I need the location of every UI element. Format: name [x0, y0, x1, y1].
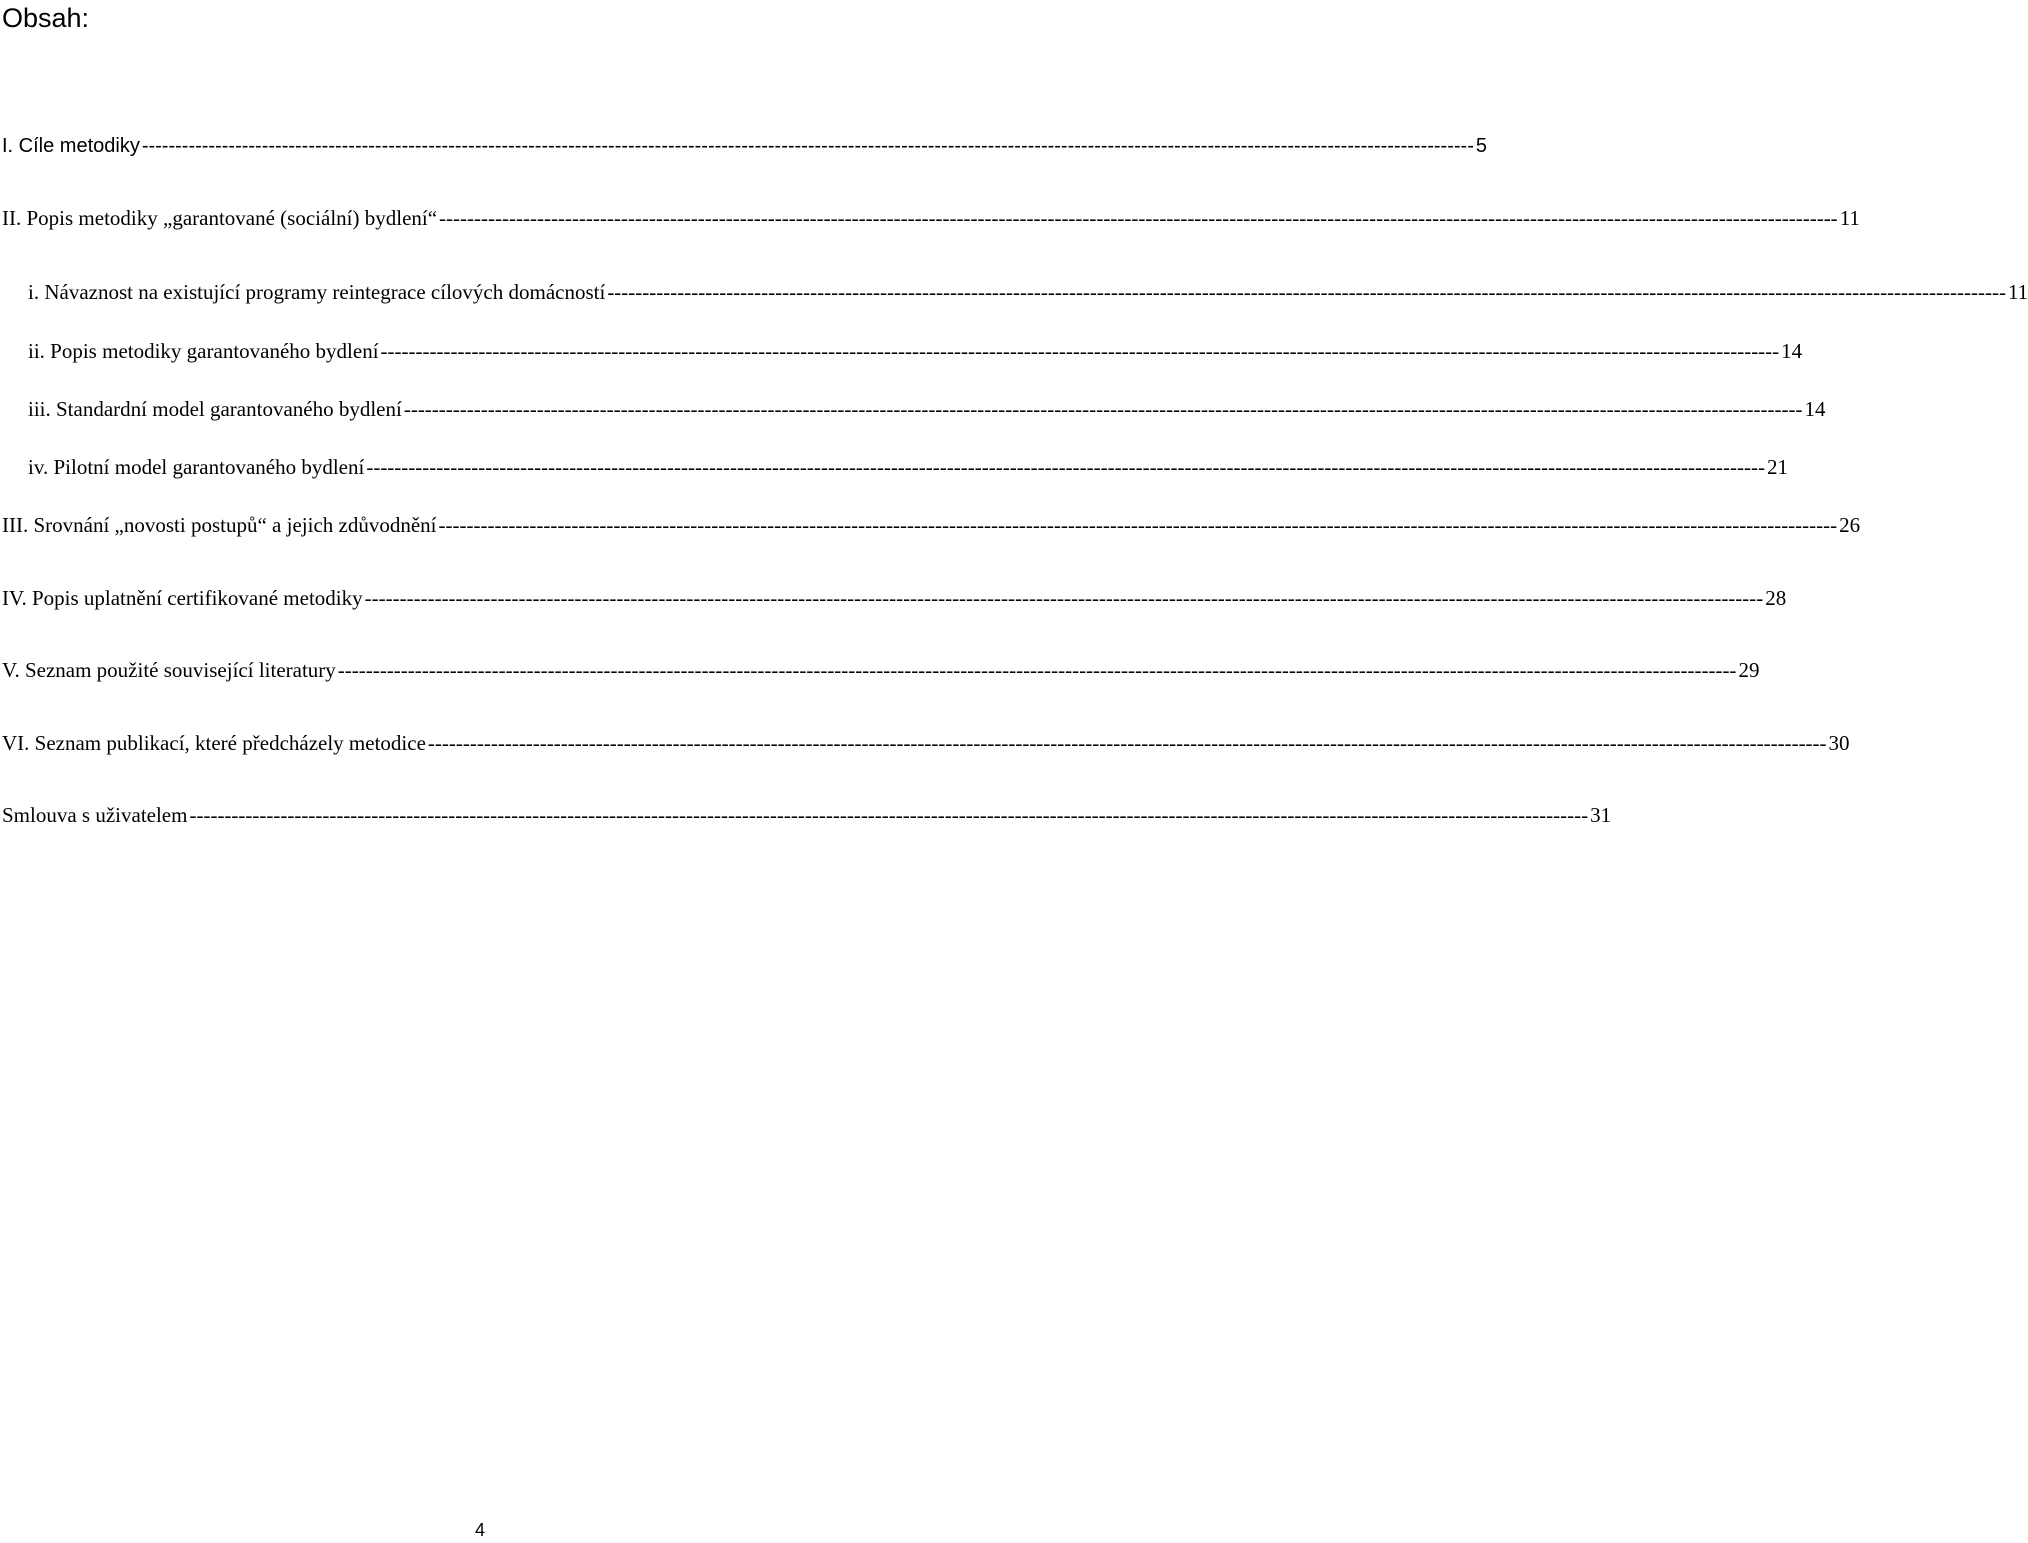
toc-entry-title: III. Srovnání „novosti postupů“ a jejich zdůvodnění — [2, 513, 437, 537]
toc-leader: -------------------------------------------------------------------------------------------------------------------------------------------------------------------------------------------------------- — [337, 658, 1737, 682]
toc-entry-title: I. Cíle metodiky — [2, 135, 140, 157]
toc-entry-title: IV. Popis uplatnění certifikované metodiky — [2, 586, 363, 610]
toc-entry[interactable] — [2, 204, 1860, 232]
toc-entry[interactable] — [28, 337, 1803, 365]
toc-entry[interactable] — [2, 511, 1861, 539]
toc-entry-title: Smlouva s uživatelem — [2, 803, 188, 827]
toc-leader: -------------------------------------------------------------------------------------------------------------------------------------------------------------------------------------------------------- — [439, 206, 1838, 230]
toc-entry-page: 11 — [2007, 280, 2028, 304]
toc-entry-page: 14 — [1804, 397, 1826, 421]
toc-entry-title: II. Popis metodiky „garantované (sociální) bydlení“ — [2, 206, 438, 230]
toc-entry-title: i. Návaznost na existující programy reintegrace cílových domácností — [28, 280, 606, 304]
toc-entry-page: 30 — [1828, 731, 1850, 755]
toc-entry-title: ii. Popis metodiky garantovaného bydlení — [28, 339, 379, 363]
toc-leader: -------------------------------------------------------------------------------------------------------------------------------------------------------------------------------------------------------- — [403, 397, 1803, 421]
toc-entry-page: 21 — [1766, 455, 1788, 479]
toc-entry[interactable] — [2, 656, 1760, 684]
toc-leader: -------------------------------------------------------------------------------------------------------------------------------------------------------------------------------------------------------- — [364, 586, 1764, 610]
toc-entry-title: V. Seznam použité související literatury — [2, 658, 336, 682]
toc-entry[interactable] — [28, 278, 2028, 306]
toc-entry-page: 14 — [1781, 339, 1803, 363]
toc-entry-page: 28 — [1765, 586, 1787, 610]
toc-entry-page: 11 — [1839, 206, 1860, 230]
toc-entry-title: iv. Pilotní model garantovaného bydlení — [28, 455, 365, 479]
toc-leader: -------------------------------------------------------------------------------------------------------------------------------------------------------------------------------------------------------- — [366, 455, 1765, 479]
toc-entry[interactable] — [28, 395, 1826, 423]
toc-entry-page: 31 — [1590, 803, 1612, 827]
toc-entry-title: VI. Seznam publikací, které předcházely metodice — [2, 731, 426, 755]
toc-entry[interactable] — [2, 584, 1787, 612]
toc-leader: -------------------------------------------------------------------------------------------------------------------------------------------------------------------------------------------------------- — [380, 339, 1780, 363]
toc-entry[interactable] — [2, 132, 1487, 160]
toc-leader: -------------------------------------------------------------------------------------------------------------------------------------------------------------------------------------------------------- — [141, 135, 1474, 157]
toc-leader: -------------------------------------------------------------------------------------------------------------------------------------------------------------------------------------------------------- — [189, 803, 1589, 827]
toc-entry-title: iii. Standardní model garantovaného bydlení — [28, 397, 402, 421]
page-number: 4 — [474, 1520, 485, 1540]
toc-entry[interactable] — [2, 729, 1850, 757]
toc-entry-page: 26 — [1839, 513, 1861, 537]
toc-entry[interactable] — [28, 453, 1788, 481]
page-title: Obsah: — [2, 3, 90, 33]
toc-entry[interactable] — [2, 801, 1612, 829]
toc-leader: -------------------------------------------------------------------------------------------------------------------------------------------------------------------------------------------------------- — [427, 731, 1827, 755]
toc-entry-page: 5 — [1475, 135, 1487, 157]
toc-leader: -------------------------------------------------------------------------------------------------------------------------------------------------------------------------------------------------------- — [607, 280, 2006, 304]
toc-entry-page: 29 — [1738, 658, 1760, 682]
toc-leader: -------------------------------------------------------------------------------------------------------------------------------------------------------------------------------------------------------- — [438, 513, 1838, 537]
